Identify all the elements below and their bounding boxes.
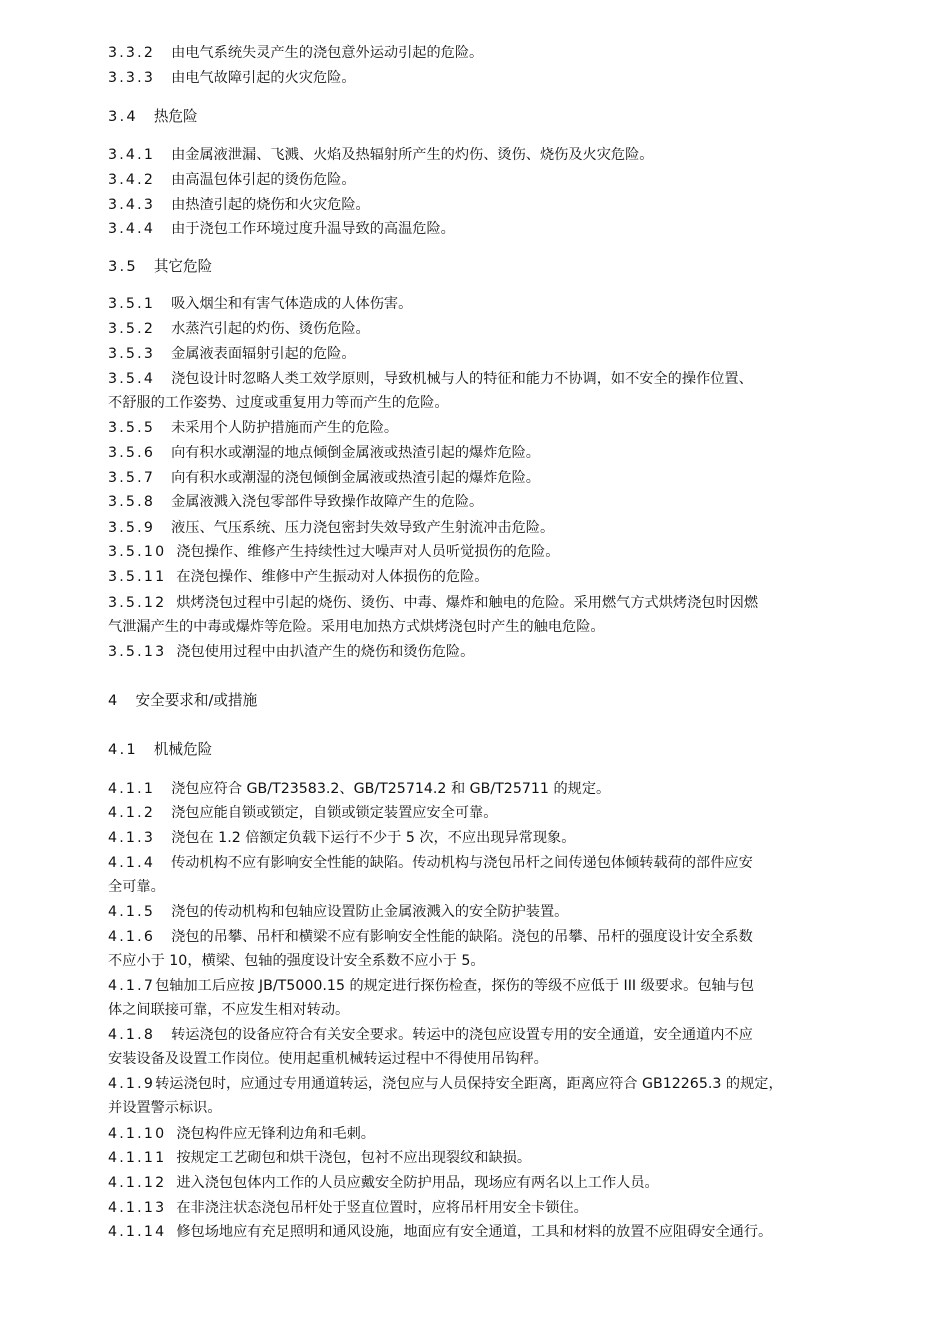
clause-text: 水蒸汽引起的灼伤、烫伤危险。 xyxy=(171,321,370,337)
clause-number: 3.4.4 xyxy=(108,221,156,237)
clause-number: 3.5.5 xyxy=(108,420,156,436)
clause-line xyxy=(108,418,398,438)
clause-line xyxy=(108,1000,349,1020)
clause-line xyxy=(108,803,497,823)
clause-text: 浇包在 1.2 倍额定负载下运行不少于 5 次，不应出现异常现象。 xyxy=(171,830,576,846)
clause-line xyxy=(108,828,575,848)
clause-text: 全可靠。 xyxy=(108,879,165,895)
clause-line xyxy=(108,145,654,165)
clause-line xyxy=(108,344,356,364)
clause-number: 4.1.14 xyxy=(108,1224,167,1240)
clause-line xyxy=(108,1222,772,1242)
clause-text: 由于浇包工作环境过度升温导致的高温危险。 xyxy=(171,221,455,237)
clause-number: 4.1.9 xyxy=(108,1076,156,1092)
clause-line xyxy=(108,902,568,922)
clause-text: 转运浇包的设备应符合有关安全要求。转运中的浇包应设置专用的安全通道，安全通道内不应 xyxy=(171,1027,753,1043)
clause-text: 由热渣引起的烧伤和火灾危险。 xyxy=(171,197,370,213)
clause-text: 烘烤浇包过程中引起的烧伤、烫伤、中毒、爆炸和触电的危险。采用燃气方式烘烤浇包时因燃 xyxy=(176,595,759,611)
clause-number: 3.5.11 xyxy=(108,569,167,585)
clause-number: 3.5.9 xyxy=(108,520,156,536)
clause-text: 浇包应符合 GB/T23583.2、GB/T25714.2 和 GB/T25711 的规定。 xyxy=(171,781,611,797)
clause-line xyxy=(108,170,356,190)
clause-number: 3.3.2 xyxy=(108,45,156,61)
clause-number: 3.5.6 xyxy=(108,445,156,461)
clause-text: 其它危险 xyxy=(153,258,213,275)
clause-line xyxy=(108,468,540,488)
clause-number: 4.1 xyxy=(108,741,138,758)
clause-text: 浇包构件应无锋利边角和毛刺。 xyxy=(176,1126,375,1142)
clause-number: 3.5.13 xyxy=(108,644,167,660)
clause-number: 3.5.1 xyxy=(108,296,156,312)
clause-line xyxy=(108,951,485,971)
clause-text: 不应小于 10，横梁、包轴的强度设计安全系数不应小于 5。 xyxy=(108,953,485,969)
clause-number: 4.1.11 xyxy=(108,1150,167,1166)
section-heading xyxy=(108,691,257,711)
clause-line xyxy=(108,195,370,215)
clause-line xyxy=(108,219,455,239)
clause-text: 金属液溅入浇包零部件导致操作故障产生的危险。 xyxy=(171,494,484,510)
clause-line xyxy=(108,853,753,873)
clause-line xyxy=(108,593,758,613)
clause-number: 3.5.10 xyxy=(108,544,167,560)
clause-number: 3.5.2 xyxy=(108,321,156,337)
clause-text: 浇包设计时忽略人类工效学原则，导致机械与人的特征和能力不协调，如不安全的操作位置、 xyxy=(171,371,753,387)
clause-line xyxy=(108,492,483,512)
clause-number: 4.1.1 xyxy=(108,781,156,797)
section-heading xyxy=(108,740,212,760)
clause-line xyxy=(108,43,483,63)
clause-line xyxy=(108,1173,659,1193)
clause-number: 4.1.4 xyxy=(108,855,156,871)
section-heading xyxy=(108,107,198,127)
clause-number: 4.1.6 xyxy=(108,929,156,945)
clause-number: 3.5.8 xyxy=(108,494,156,510)
clause-text: 向有积水或潮湿的地点倾倒金属液或热渣引起的爆炸危险。 xyxy=(171,445,540,461)
clause-number: 4.1.2 xyxy=(108,805,156,821)
clause-text: 由高温包体引起的烫伤危险。 xyxy=(171,172,356,188)
clause-line xyxy=(108,567,488,587)
clause-text: 浇包应能自锁或锁定，自锁或锁定装置应安全可靠。 xyxy=(171,805,498,821)
clause-number: 3.5.12 xyxy=(108,595,167,611)
clause-text: 修包场地应有充足照明和通风设施，地面应有安全通道，工具和材料的放置不应阻碍安全通行。 xyxy=(176,1224,773,1240)
clause-number: 3.4.1 xyxy=(108,147,156,163)
clause-line xyxy=(108,617,605,637)
clause-line xyxy=(108,1098,222,1118)
clause-number: 4.1.13 xyxy=(108,1200,167,1216)
clause-number: 3.4.2 xyxy=(108,172,156,188)
clause-number: 3.4.3 xyxy=(108,197,156,213)
clause-line xyxy=(108,642,474,662)
clause-line xyxy=(108,877,165,897)
clause-number: 4 xyxy=(108,692,120,709)
clause-line xyxy=(108,1148,531,1168)
clause-line xyxy=(108,393,449,413)
clause-text: 向有积水或潮湿的浇包倾倒金属液或热渣引起的爆炸危险。 xyxy=(171,470,540,486)
clause-text: 并设置警示标识。 xyxy=(108,1100,222,1116)
clause-number: 3.5.7 xyxy=(108,470,156,486)
clause-line xyxy=(108,319,370,339)
clause-line xyxy=(108,1074,783,1094)
clause-line xyxy=(108,294,412,314)
clause-text: 未采用个人防护措施而产生的危险。 xyxy=(171,420,399,436)
clause-text: 热危险 xyxy=(153,108,198,125)
clause-text: 不舒服的工作姿势、过度或重复用力等而产生的危险。 xyxy=(108,395,449,411)
clause-text: 金属液表面辐射引起的危险。 xyxy=(171,346,356,362)
clause-text: 进入浇包包体内工作的人员应戴安全防护用品，现场应有两名以上工作人员。 xyxy=(176,1175,659,1191)
clause-line xyxy=(108,518,554,538)
clause-number: 4.1.5 xyxy=(108,904,156,920)
clause-text: 液压、气压系统、压力浇包密封失效导致产生射流冲击危险。 xyxy=(171,520,555,536)
clause-number: 3.4 xyxy=(108,108,138,125)
clause-text: 在非浇注状态浇包吊杆处于竖直位置时，应将吊杆用安全卡锁住。 xyxy=(176,1200,588,1216)
clause-line xyxy=(108,1049,548,1069)
clause-text: 包轴加工后应按 JB/T5000.15 的规定进行探伤检查，探伤的等级不应低于 III 级要求。包轴与包 xyxy=(155,978,755,994)
clause-line xyxy=(108,68,356,88)
section-heading xyxy=(108,257,212,277)
clause-text: 按规定工艺砌包和烘干浇包，包衬不应出现裂纹和缺损。 xyxy=(176,1150,532,1166)
clause-number: 4.1.12 xyxy=(108,1175,167,1191)
clause-number: 3.5 xyxy=(108,258,138,275)
clause-text: 浇包操作、维修产生持续性过大噪声对人员听觉损伤的危险。 xyxy=(176,544,560,560)
clause-text: 机械危险 xyxy=(153,741,213,758)
clause-line xyxy=(108,542,559,562)
clause-text: 气泄漏产生的中毒或爆炸等危险。采用电加热方式烘烤浇包时产生的触电危险。 xyxy=(108,619,605,635)
clause-number: 4.1.3 xyxy=(108,830,156,846)
clause-line xyxy=(108,1124,375,1144)
clause-line xyxy=(108,369,753,389)
clause-text: 由电气故障引起的火灾危险。 xyxy=(171,70,356,86)
clause-text: 体之间联接可靠，不应发生相对转动。 xyxy=(108,1002,350,1018)
clause-text: 在浇包操作、维修中产生振动对人体损伤的危险。 xyxy=(176,569,489,585)
clause-line xyxy=(108,927,753,947)
clause-number: 4.1.8 xyxy=(108,1027,156,1043)
clause-text: 传动机构不应有影响安全性能的缺陷。传动机构与浇包吊杆之间传递包体倾转载荷的部件应安 xyxy=(171,855,753,871)
clause-line xyxy=(108,1025,753,1045)
clause-line xyxy=(108,1198,588,1218)
clause-number: 4.1.10 xyxy=(108,1126,167,1142)
clause-text: 吸入烟尘和有害气体造成的人体伤害。 xyxy=(171,296,413,312)
clause-text: 浇包的吊攀、吊杆和横梁不应有影响安全性能的缺陷。浇包的吊攀、吊杆的强度设计安全系数 xyxy=(171,929,753,945)
clause-text: 由金属液泄漏、飞溅、火焰及热辐射所产生的灼伤、烫伤、烧伤及火灾危险。 xyxy=(171,147,654,163)
clause-line xyxy=(108,976,754,996)
clause-text: 由电气系统失灵产生的浇包意外运动引起的危险。 xyxy=(171,45,484,61)
clause-text: 浇包的传动机构和包轴应设置防止金属液溅入的安全防护装置。 xyxy=(171,904,569,920)
clause-number: 3.3.3 xyxy=(108,70,156,86)
clause-number: 4.1.7 xyxy=(108,978,156,994)
clause-text: 浇包使用过程中由扒渣产生的烧伤和烫伤危险。 xyxy=(176,644,475,660)
clause-number: 3.5.3 xyxy=(108,346,156,362)
clause-text: 安全要求和/或措施 xyxy=(135,692,258,709)
clause-text: 转运浇包时，应通过专用通道转运，浇包应与人员保持安全距离，距离应符合 GB12265.3 的规定， xyxy=(155,1076,783,1092)
clause-line xyxy=(108,443,540,463)
clause-number: 3.5.4 xyxy=(108,371,156,387)
clause-line xyxy=(108,779,610,799)
clause-text: 安装设备及设置工作岗位。使用起重机械转运过程中不得使用吊钩秤。 xyxy=(108,1051,548,1067)
